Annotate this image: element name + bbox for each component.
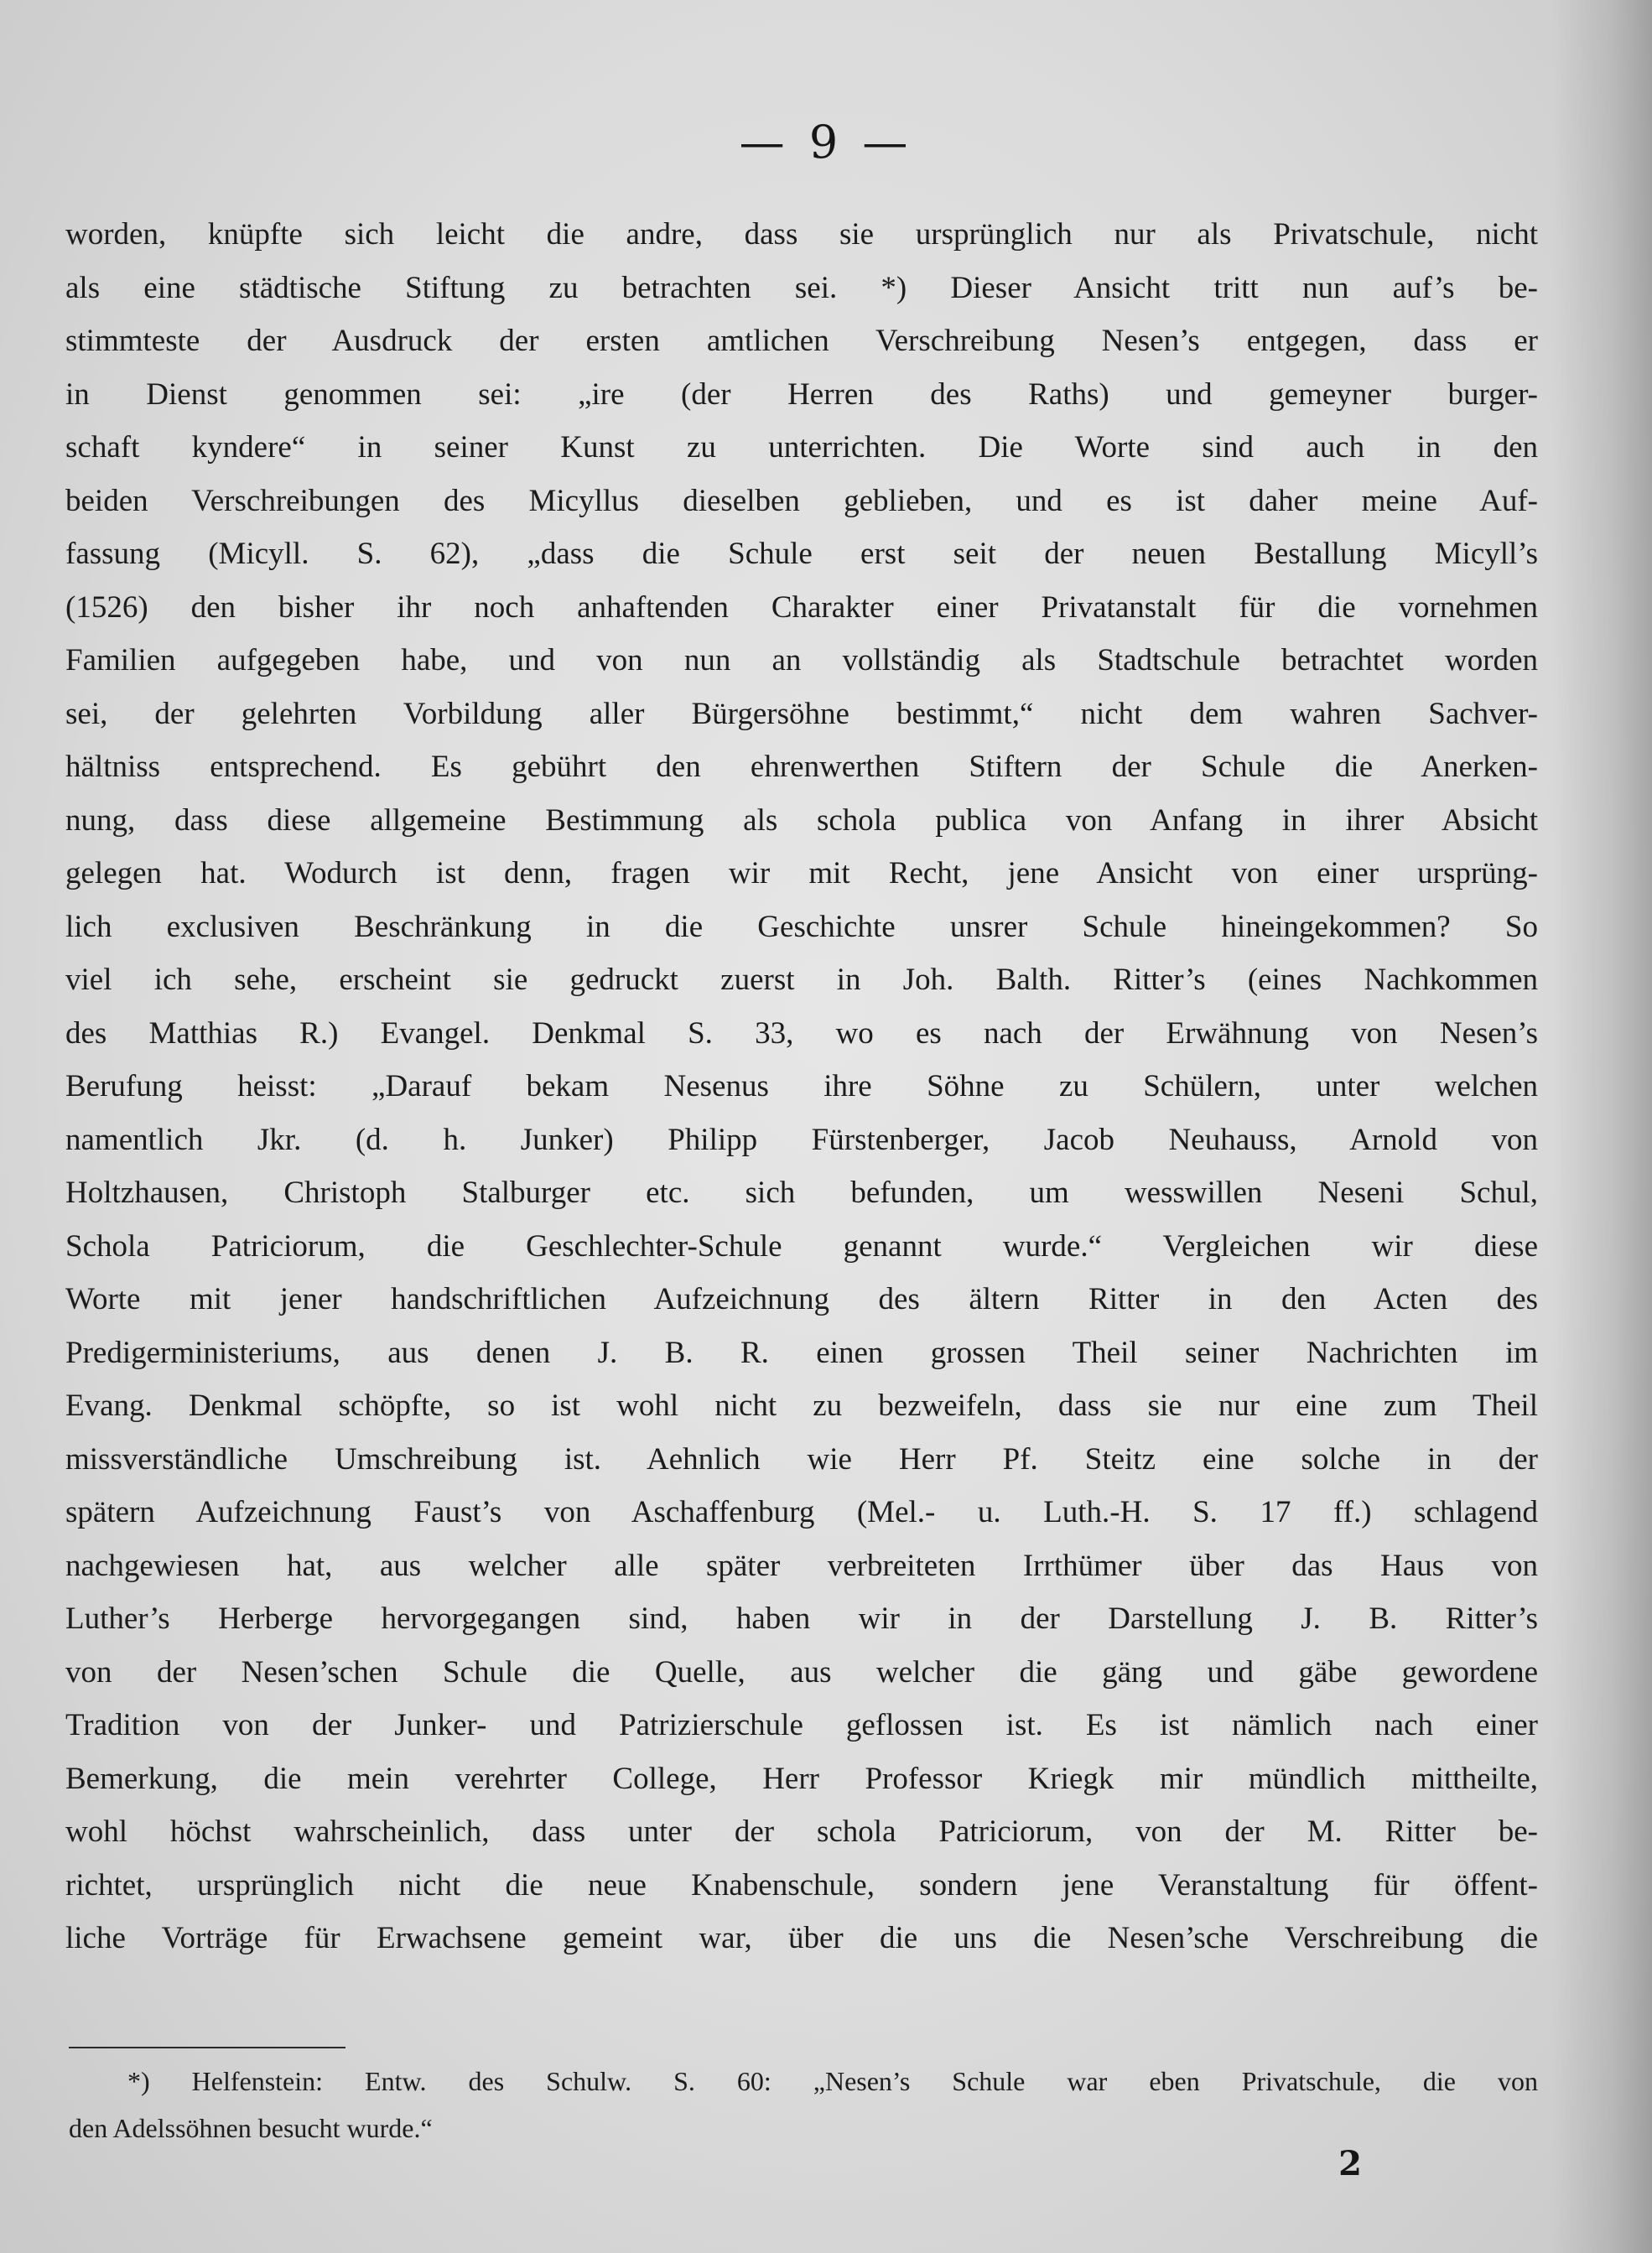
- signature-mark: 2: [1338, 2144, 1362, 2183]
- text-line: namentlich Jkr. (d. h. Junker) Philipp Fürstenberger, Jacob Neuhauss, Arnold von: [65, 1122, 1538, 1157]
- footnote-line: den Adelssöhnen besucht wurde.“: [69, 2113, 433, 2143]
- text-line: richtet, ursprünglich nicht die neue Knabenschule, sondern jene Veranstaltung für öffent-: [65, 1867, 1538, 1903]
- text-line: missverständliche Umschreibung ist. Aehnlich wie Herr Pf. Steitz eine solche in der: [65, 1441, 1538, 1477]
- text-line: als eine städtische Stiftung zu betrachten sei. *) Dieser Ansicht tritt nun auf’s be-: [65, 270, 1538, 305]
- page-number-header: — 9 —: [739, 116, 913, 169]
- text-line: schaft kyndere“ in seiner Kunst zu unterrichten. Die Worte sind auch in den: [65, 430, 1538, 465]
- text-line: spätern Aufzeichnung Faust’s von Aschaffenburg (Mel.- u. Luth.-H. S. 17 ff.) schlagend: [65, 1495, 1538, 1529]
- text-line: gelegen hat. Wodurch ist denn, fragen wir mit Recht, jene Ansicht von einer ursprüng-: [65, 856, 1538, 890]
- footnote-divider: [69, 2047, 345, 2048]
- text-line: sei, der gelehrten Vorbildung aller Bürgersöhne bestimmt,“ nicht dem wahren Sachver-: [65, 696, 1538, 731]
- text-line: fassung (Micyll. S. 62), „dass die Schule erst seit der neuen Bestallung Micyll’s: [65, 537, 1538, 571]
- footnote-line: *) Helfenstein: Entw. des Schulw. S. 60: „Nesen’s Schule war eben Privatschule, die von: [127, 2066, 1538, 2096]
- text-line: Berufung heisst: „Darauf bekam Nesenus ihre Söhne zu Schülern, unter welchen: [65, 1069, 1538, 1103]
- text-line: worden, knüpfte sich leicht die andre, dass sie ursprünglich nur als Privatschule, nicht: [65, 217, 1538, 252]
- text-line: stimmteste der Ausdruck der ersten amtlichen Verschreibung Nesen’s entgegen, dass er: [65, 324, 1538, 358]
- text-line: von der Nesen’schen Schule die Quelle, aus welcher die gäng und gäbe gewordene: [65, 1654, 1538, 1690]
- text-line: in Dienst genommen sei: „ire (der Herren des Raths) und gemeyner burger-: [65, 376, 1538, 412]
- text-line: Luther’s Herberge hervorgegangen sind, haben wir in der Darstellung J. B. Ritter’s: [65, 1601, 1538, 1636]
- text-line: Familien aufgegeben habe, und von nun an vollständig als Stadtschule betrachtet worden: [65, 643, 1538, 677]
- text-line: Tradition von der Junker- und Patrizierschule geflossen ist. Es ist nämlich nach einer: [65, 1708, 1538, 1742]
- text-line: Holtzhausen, Christoph Stalburger etc. sich befunden, um wesswillen Neseni Schul,: [65, 1176, 1538, 1210]
- text-line: wohl höchst wahrscheinlich, dass unter der schola Patriciorum, von der M. Ritter be-: [65, 1814, 1538, 1849]
- text-line: des Matthias R.) Evangel. Denkmal S. 33, wo es nach der Erwähnung von Nesen’s: [65, 1015, 1538, 1051]
- text-line: hältniss entsprechend. Es gebührt den ehrenwerthen Stiftern der Schule die Anerken-: [65, 750, 1538, 784]
- text-line: Evang. Denkmal schöpfte, so ist wohl nicht zu bezweifeln, dass sie nur eine zum Theil: [65, 1389, 1538, 1423]
- text-line: viel ich sehe, erscheint sie gedruckt zuerst in Joh. Balth. Ritter’s (eines Nachkommen: [65, 963, 1538, 997]
- text-line: nung, dass diese allgemeine Bestimmung als schola publica von Anfang in ihrer Absicht: [65, 802, 1538, 838]
- text-line: Worte mit jener handschriftlichen Aufzeichnung des ältern Ritter in den Acten des: [65, 1282, 1538, 1316]
- text-line: liche Vorträge für Erwachsene gemeint war, über die uns die Nesen’sche Verschreibung die: [65, 1921, 1538, 1955]
- text-line: lich exclusiven Beschränkung in die Geschichte unsrer Schule hineingekommen? So: [65, 909, 1538, 944]
- page-edge-shadow: [1551, 0, 1652, 2253]
- text-line: Schola Patriciorum, die Geschlechter-Schule genannt wurde.“ Vergleichen wir diese: [65, 1228, 1538, 1264]
- text-line: (1526) den bisher ihr noch anhaftenden Charakter einer Privatanstalt für die vornehmen: [65, 589, 1538, 625]
- body-text: [65, 208, 1538, 1965]
- text-line: beiden Verschreibungen des Micyllus dieselben geblieben, und es ist daher meine Auf-: [65, 483, 1538, 518]
- text-line: nachgewiesen hat, aus welcher alle später verbreiteten Irrthümer über das Haus von: [65, 1548, 1538, 1583]
- text-line: Predigerministeriums, aus denen J. B. R. einen grossen Theil seiner Nachrichten im: [65, 1335, 1538, 1370]
- text-line: Bemerkung, die mein verehrter College, Herr Professor Kriegk mir mündlich mittheilte,: [65, 1761, 1538, 1796]
- footnote: [69, 2058, 1538, 2152]
